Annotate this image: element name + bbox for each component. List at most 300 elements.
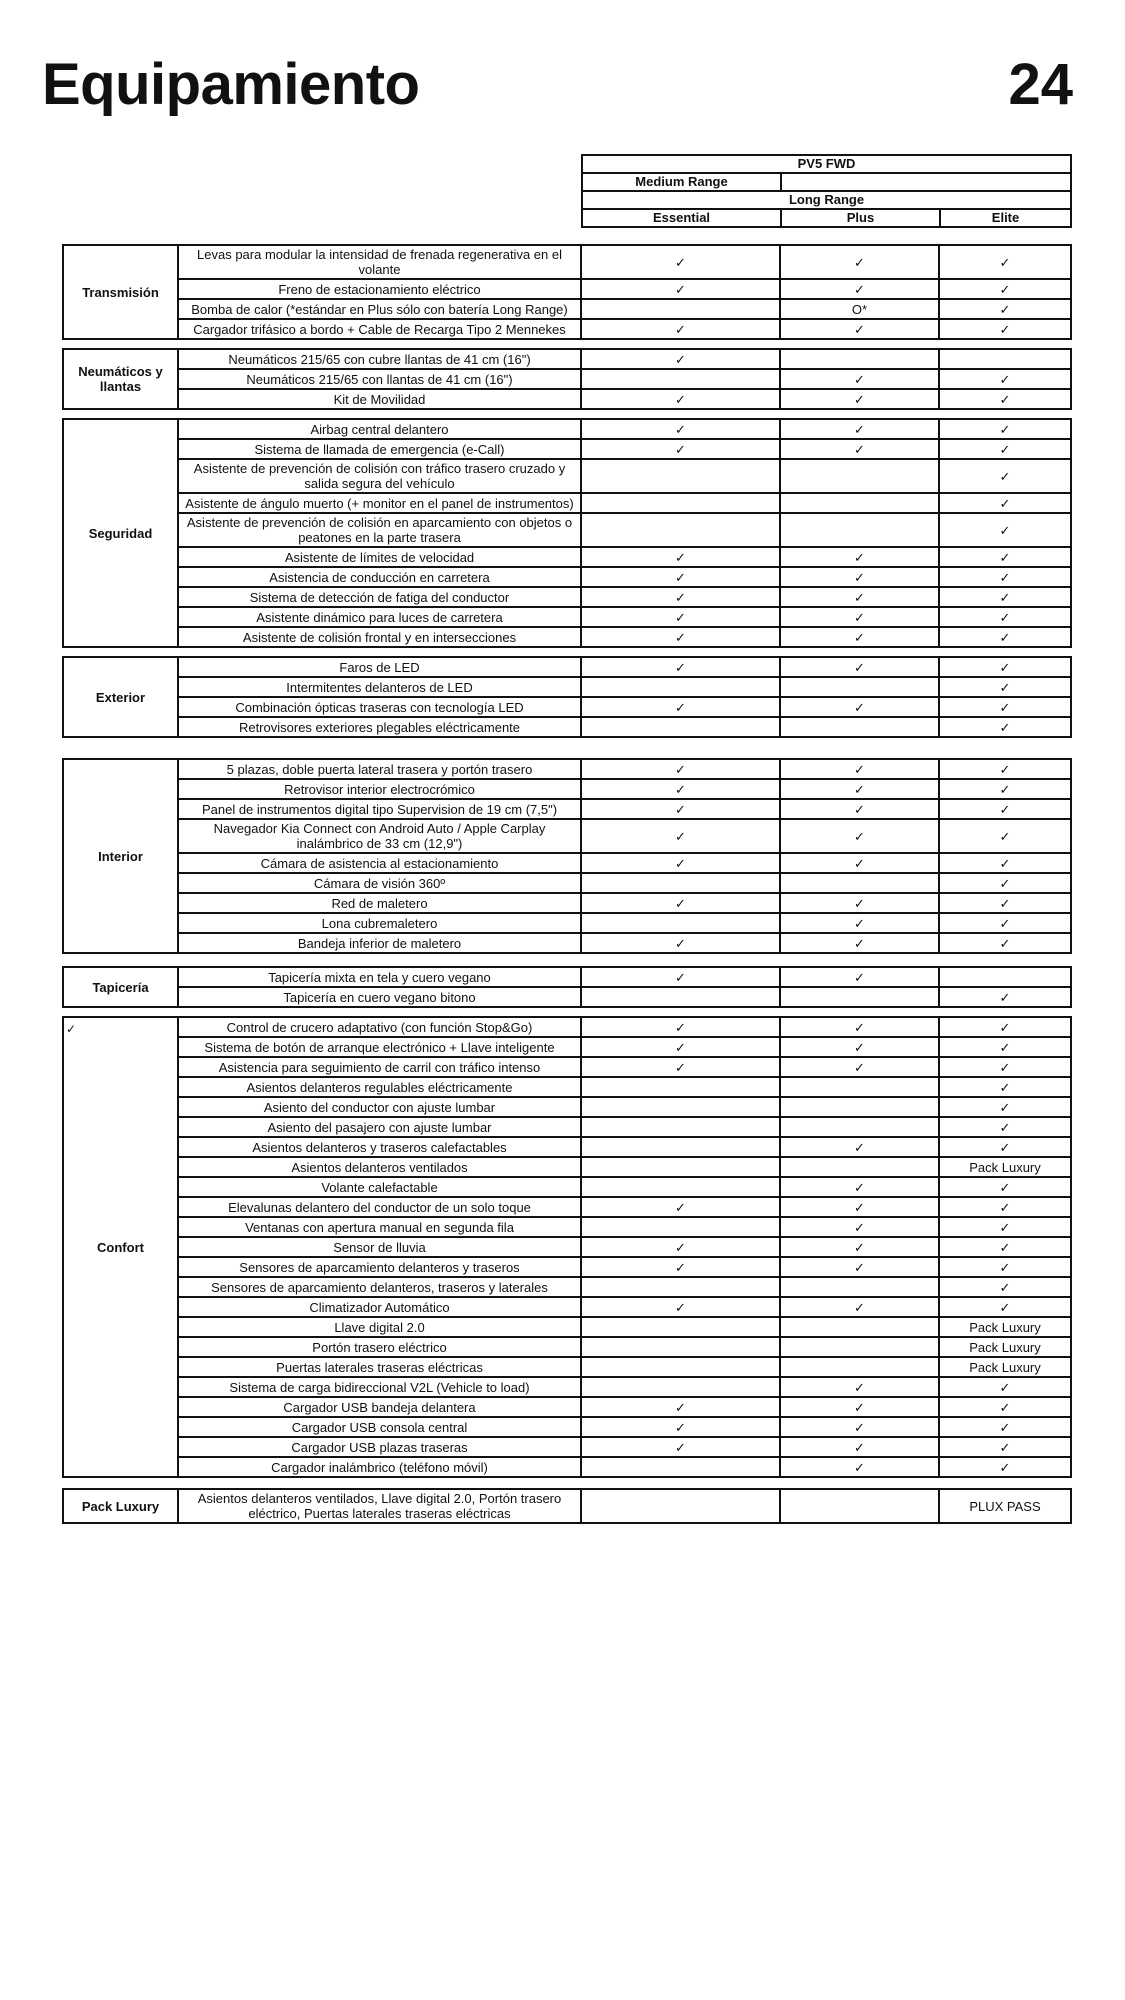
section-pack-luxury	[62, 1488, 1072, 1524]
availability-plus: ✓	[780, 1017, 939, 1037]
table-row	[63, 319, 1071, 339]
table-row	[63, 1057, 1071, 1077]
feature-name: Sensores de aparcamiento delanteros y traseros	[178, 1257, 581, 1277]
availability-plus: ✓	[780, 1137, 939, 1157]
availability-elite: ✓	[939, 1097, 1071, 1117]
availability-plus: ✓	[780, 1397, 939, 1417]
availability-elite: ✓	[939, 245, 1071, 279]
availability-plus: ✓	[780, 759, 939, 779]
table-row	[63, 349, 1071, 369]
availability-elite: ✓	[939, 853, 1071, 873]
availability-plus: ✓	[780, 1377, 939, 1397]
availability-elite: ✓	[939, 1237, 1071, 1257]
availability-elite: ✓	[939, 893, 1071, 913]
availability-essential	[581, 1097, 780, 1117]
table-row	[63, 1357, 1071, 1377]
feature-name: Cámara de visión 360º	[178, 873, 581, 893]
availability-elite: ✓	[939, 547, 1071, 567]
table-row	[63, 369, 1071, 389]
table-row	[63, 389, 1071, 409]
availability-elite: ✓	[939, 1437, 1071, 1457]
availability-essential	[581, 459, 780, 493]
availability-elite: ✓	[939, 493, 1071, 513]
table-row	[63, 1117, 1071, 1137]
availability-elite: ✓	[939, 389, 1071, 409]
availability-plus	[780, 1317, 939, 1337]
availability-elite: ✓	[939, 419, 1071, 439]
availability-plus: ✓	[780, 913, 939, 933]
table-row	[63, 1037, 1071, 1057]
availability-essential	[581, 873, 780, 893]
feature-name: Neumáticos 215/65 con cubre llantas de 41 cm (16")	[178, 349, 581, 369]
availability-essential	[581, 1377, 780, 1397]
availability-elite: ✓	[939, 987, 1071, 1007]
section-seguridad	[62, 418, 1072, 648]
feature-name: Asistente dinámico para luces de carretera	[178, 607, 581, 627]
availability-essential	[581, 1177, 780, 1197]
table-row	[63, 1017, 1071, 1037]
availability-plus: ✓	[780, 1037, 939, 1057]
feature-name: Sistema de detección de fatiga del conductor	[178, 587, 581, 607]
availability-elite	[939, 967, 1071, 987]
feature-name: Sistema de carga bidireccional V2L (Vehicle to load)	[178, 1377, 581, 1397]
availability-essential: ✓	[581, 279, 780, 299]
feature-name: Puertas laterales traseras eléctricas	[178, 1357, 581, 1377]
table-row	[63, 607, 1071, 627]
availability-elite: ✓	[939, 587, 1071, 607]
availability-elite: ✓	[939, 1297, 1071, 1317]
section-exterior	[62, 656, 1072, 738]
section-confort	[62, 1016, 1072, 1478]
table-row	[63, 627, 1071, 647]
trim-plus-header: Plus	[781, 209, 940, 227]
medium-range-header: Medium Range	[582, 173, 781, 191]
availability-plus: ✓	[780, 1457, 939, 1477]
feature-name: Faros de LED	[178, 657, 581, 677]
availability-plus: ✓	[780, 1217, 939, 1237]
availability-essential: ✓	[581, 853, 780, 873]
availability-plus: ✓	[780, 1437, 939, 1457]
feature-name: Cámara de asistencia al estacionamiento	[178, 853, 581, 873]
table-row	[63, 547, 1071, 567]
feature-name: Asistente de prevención de colisión con tráfico trasero cruzado y salida segura del vehículo	[178, 459, 581, 493]
availability-elite: ✓	[939, 779, 1071, 799]
availability-essential	[581, 513, 780, 547]
availability-elite: ✓	[939, 369, 1071, 389]
table-row	[63, 1257, 1071, 1277]
page-number: 24	[1008, 52, 1073, 117]
availability-plus	[780, 1077, 939, 1097]
availability-plus: ✓	[780, 279, 939, 299]
availability-elite: ✓	[939, 1117, 1071, 1137]
availability-elite: ✓	[939, 1277, 1071, 1297]
availability-elite: ✓	[939, 1177, 1071, 1197]
availability-plus: ✓	[780, 1177, 939, 1197]
availability-elite: ✓	[939, 913, 1071, 933]
table-row	[63, 1337, 1071, 1357]
availability-essential	[581, 913, 780, 933]
availability-essential	[581, 299, 780, 319]
availability-elite: ✓	[939, 1017, 1071, 1037]
availability-plus	[780, 1157, 939, 1177]
availability-plus	[780, 1489, 939, 1523]
feature-name: Asistente de colisión frontal y en intersecciones	[178, 627, 581, 647]
availability-plus: ✓	[780, 779, 939, 799]
feature-name: Intermitentes delanteros de LED	[178, 677, 581, 697]
feature-name: Asistencia para seguimiento de carril con tráfico intenso	[178, 1057, 581, 1077]
medium-range-empty	[781, 173, 1071, 191]
trim-header-table	[581, 154, 1072, 228]
availability-elite: ✓	[939, 319, 1071, 339]
table-row	[63, 1197, 1071, 1217]
table-row	[63, 853, 1071, 873]
table-row	[63, 697, 1071, 717]
availability-elite: ✓	[939, 1217, 1071, 1237]
availability-plus	[780, 349, 939, 369]
availability-essential: ✓	[581, 1397, 780, 1417]
availability-plus: O*	[780, 299, 939, 319]
feature-name: Ventanas con apertura manual en segunda fila	[178, 1217, 581, 1237]
availability-plus	[780, 677, 939, 697]
category-label: Pack Luxury	[63, 1489, 178, 1523]
availability-plus	[780, 1337, 939, 1357]
availability-essential: ✓	[581, 933, 780, 953]
feature-name: Cargador inalámbrico (teléfono móvil)	[178, 1457, 581, 1477]
availability-plus: ✓	[780, 547, 939, 567]
feature-name: Tapicería en cuero vegano bitono	[178, 987, 581, 1007]
availability-essential: ✓	[581, 1237, 780, 1257]
availability-essential: ✓	[581, 319, 780, 339]
feature-name: Asiento del conductor con ajuste lumbar	[178, 1097, 581, 1117]
table-row	[63, 657, 1071, 677]
feature-name: Sistema de llamada de emergencia (e-Call)	[178, 439, 581, 459]
table-row	[63, 459, 1071, 493]
availability-essential: ✓	[581, 567, 780, 587]
table-row	[63, 759, 1071, 779]
feature-name: Asientos delanteros regulables eléctricamente	[178, 1077, 581, 1097]
feature-name: Portón trasero eléctrico	[178, 1337, 581, 1357]
feature-name: Asientos delanteros ventilados, Llave digital 2.0, Portón trasero eléctrico, Puertas laterales traseras eléctricas	[178, 1489, 581, 1523]
feature-name: Cargador USB plazas traseras	[178, 1437, 581, 1457]
table-row	[63, 987, 1071, 1007]
availability-elite: Pack Luxury	[939, 1357, 1071, 1377]
table-row	[63, 1177, 1071, 1197]
table-row	[63, 1137, 1071, 1157]
availability-essential: ✓	[581, 697, 780, 717]
availability-plus: ✓	[780, 657, 939, 677]
availability-essential: ✓	[581, 799, 780, 819]
table-row	[63, 873, 1071, 893]
availability-essential: ✓	[581, 1297, 780, 1317]
table-row	[63, 1097, 1071, 1117]
category-label: Seguridad	[63, 419, 178, 647]
table-row	[63, 587, 1071, 607]
feature-name: Kit de Movilidad	[178, 389, 581, 409]
feature-name: Asistente de límites de velocidad	[178, 547, 581, 567]
section-neumaticos-y-llantas	[62, 348, 1072, 410]
availability-essential: ✓	[581, 779, 780, 799]
availability-elite: ✓	[939, 1457, 1071, 1477]
table-row	[63, 245, 1071, 279]
feature-name: Asistente de ángulo muerto (+ monitor en el panel de instrumentos)	[178, 493, 581, 513]
availability-essential	[581, 717, 780, 737]
availability-essential	[581, 1157, 780, 1177]
feature-name: Control de crucero adaptativo (con función Stop&Go)	[178, 1017, 581, 1037]
availability-essential	[581, 1457, 780, 1477]
availability-essential	[581, 369, 780, 389]
feature-name: Cargador trifásico a bordo + Cable de Recarga Tipo 2 Mennekes	[178, 319, 581, 339]
table-row	[63, 1417, 1071, 1437]
availability-elite: ✓	[939, 657, 1071, 677]
availability-plus: ✓	[780, 1197, 939, 1217]
table-row	[63, 717, 1071, 737]
feature-name: Sistema de botón de arranque electrónico + Llave inteligente	[178, 1037, 581, 1057]
availability-essential: ✓	[581, 1197, 780, 1217]
table-row	[63, 677, 1071, 697]
availability-plus: ✓	[780, 1297, 939, 1317]
feature-name: Cargador USB bandeja delantera	[178, 1397, 581, 1417]
availability-plus: ✓	[780, 369, 939, 389]
table-row	[63, 893, 1071, 913]
availability-plus: ✓	[780, 1257, 939, 1277]
availability-elite: Pack Luxury	[939, 1337, 1071, 1357]
availability-plus: ✓	[780, 697, 939, 717]
table-row	[63, 513, 1071, 547]
table-row	[63, 913, 1071, 933]
availability-elite: Pack Luxury	[939, 1317, 1071, 1337]
availability-essential	[581, 677, 780, 697]
feature-name: Red de maletero	[178, 893, 581, 913]
availability-plus	[780, 1117, 939, 1137]
feature-name: Sensores de aparcamiento delanteros, traseros y laterales	[178, 1277, 581, 1297]
availability-elite: ✓	[939, 1077, 1071, 1097]
table-row	[63, 933, 1071, 953]
availability-essential: ✓	[581, 1037, 780, 1057]
feature-name: Asistente de prevención de colisión en aparcamiento con objetos o peatones en la parte trasera	[178, 513, 581, 547]
table-row	[63, 567, 1071, 587]
availability-essential	[581, 1077, 780, 1097]
availability-essential: ✓	[581, 657, 780, 677]
availability-elite: ✓	[939, 697, 1071, 717]
availability-plus: ✓	[780, 1237, 939, 1257]
availability-essential: ✓	[581, 1437, 780, 1457]
availability-essential: ✓	[581, 1017, 780, 1037]
table-row	[63, 1157, 1071, 1177]
category-label: Confort	[63, 1017, 178, 1477]
availability-elite: ✓	[939, 759, 1071, 779]
availability-essential: ✓	[581, 627, 780, 647]
table-row	[63, 299, 1071, 319]
availability-plus: ✓	[780, 819, 939, 853]
availability-essential	[581, 1117, 780, 1137]
availability-plus: ✓	[780, 893, 939, 913]
feature-name: Asiento del pasajero con ajuste lumbar	[178, 1117, 581, 1137]
table-row	[63, 1237, 1071, 1257]
feature-name: Volante calefactable	[178, 1177, 581, 1197]
table-row	[63, 1377, 1071, 1397]
availability-plus: ✓	[780, 967, 939, 987]
availability-elite: Pack Luxury	[939, 1157, 1071, 1177]
availability-elite: ✓	[939, 1397, 1071, 1417]
availability-essential: ✓	[581, 607, 780, 627]
availability-plus	[780, 1357, 939, 1377]
availability-plus: ✓	[780, 567, 939, 587]
table-row	[63, 279, 1071, 299]
table-row	[63, 1457, 1071, 1477]
availability-elite: ✓	[939, 627, 1071, 647]
availability-essential: ✓	[581, 587, 780, 607]
trim-essential-header: Essential	[582, 209, 781, 227]
table-row	[63, 1077, 1071, 1097]
category-label: Interior	[63, 759, 178, 953]
availability-elite: PLUX PASS	[939, 1489, 1071, 1523]
availability-plus	[780, 987, 939, 1007]
feature-name: 5 plazas, doble puerta lateral trasera y portón trasero	[178, 759, 581, 779]
availability-elite: ✓	[939, 799, 1071, 819]
table-row	[63, 967, 1071, 987]
availability-elite: ✓	[939, 567, 1071, 587]
availability-essential: ✓	[581, 547, 780, 567]
table-row	[63, 1297, 1071, 1317]
section-transmision	[62, 244, 1072, 340]
feature-name: Cargador USB consola central	[178, 1417, 581, 1437]
availability-elite: ✓	[939, 1037, 1071, 1057]
table-row	[63, 439, 1071, 459]
equipment-sections	[62, 244, 1070, 1524]
availability-essential: ✓	[581, 967, 780, 987]
stray-check-mark: ✓	[66, 1022, 77, 1036]
table-row	[63, 1317, 1071, 1337]
feature-name: Lona cubremaletero	[178, 913, 581, 933]
availability-elite: ✓	[939, 1197, 1071, 1217]
feature-name: Levas para modular la intensidad de frenada regenerativa en el volante	[178, 245, 581, 279]
model-header: PV5 FWD	[582, 155, 1071, 173]
availability-elite: ✓	[939, 513, 1071, 547]
availability-plus	[780, 459, 939, 493]
feature-name: Panel de instrumentos digital tipo Supervision de 19 cm (7,5")	[178, 799, 581, 819]
availability-elite: ✓	[939, 819, 1071, 853]
availability-essential: ✓	[581, 1057, 780, 1077]
availability-plus: ✓	[780, 1057, 939, 1077]
feature-name: Neumáticos 215/65 con llantas de 41 cm (16")	[178, 369, 581, 389]
availability-elite: ✓	[939, 1377, 1071, 1397]
category-label: Tapicería	[63, 967, 178, 1007]
table-row	[63, 1397, 1071, 1417]
feature-name: Airbag central delantero	[178, 419, 581, 439]
feature-name: Bomba de calor (*estándar en Plus sólo con batería Long Range)	[178, 299, 581, 319]
feature-name: Retrovisor interior electrocrómico	[178, 779, 581, 799]
availability-essential	[581, 1337, 780, 1357]
availability-elite: ✓	[939, 439, 1071, 459]
trim-elite-header: Elite	[940, 209, 1071, 227]
table-row	[63, 1437, 1071, 1457]
availability-elite: ✓	[939, 1417, 1071, 1437]
availability-elite: ✓	[939, 933, 1071, 953]
availability-plus: ✓	[780, 439, 939, 459]
availability-essential: ✓	[581, 893, 780, 913]
availability-plus	[780, 717, 939, 737]
availability-essential	[581, 1137, 780, 1157]
feature-name: Combinación ópticas traseras con tecnología LED	[178, 697, 581, 717]
table-row	[63, 819, 1071, 853]
availability-elite	[939, 349, 1071, 369]
availability-essential	[581, 1489, 780, 1523]
feature-name: Sensor de lluvia	[178, 1237, 581, 1257]
section-tapiceria	[62, 966, 1072, 1008]
category-label: Transmisión	[63, 245, 178, 339]
long-range-header: Long Range	[582, 191, 1071, 209]
availability-elite: ✓	[939, 459, 1071, 493]
availability-essential	[581, 1217, 780, 1237]
table-row	[63, 1217, 1071, 1237]
availability-essential	[581, 1277, 780, 1297]
feature-name: Freno de estacionamiento eléctrico	[178, 279, 581, 299]
availability-plus: ✓	[780, 389, 939, 409]
availability-plus	[780, 873, 939, 893]
availability-plus	[780, 1097, 939, 1117]
feature-name: Tapicería mixta en tela y cuero vegano	[178, 967, 581, 987]
availability-elite: ✓	[939, 717, 1071, 737]
availability-essential: ✓	[581, 245, 780, 279]
availability-essential: ✓	[581, 349, 780, 369]
availability-plus: ✓	[780, 933, 939, 953]
availability-plus: ✓	[780, 799, 939, 819]
availability-plus: ✓	[780, 853, 939, 873]
availability-plus	[780, 513, 939, 547]
availability-essential	[581, 1357, 780, 1377]
availability-plus: ✓	[780, 245, 939, 279]
table-row	[63, 799, 1071, 819]
availability-elite: ✓	[939, 279, 1071, 299]
availability-elite: ✓	[939, 607, 1071, 627]
feature-name: Llave digital 2.0	[178, 1317, 581, 1337]
availability-elite: ✓	[939, 873, 1071, 893]
availability-essential: ✓	[581, 1417, 780, 1437]
availability-plus: ✓	[780, 607, 939, 627]
availability-elite: ✓	[939, 1257, 1071, 1277]
availability-plus	[780, 493, 939, 513]
availability-elite: ✓	[939, 299, 1071, 319]
availability-plus: ✓	[780, 627, 939, 647]
availability-elite: ✓	[939, 677, 1071, 697]
availability-essential: ✓	[581, 389, 780, 409]
availability-essential	[581, 987, 780, 1007]
table-row	[63, 493, 1071, 513]
table-row	[63, 1489, 1071, 1523]
page-title: Equipamiento	[42, 52, 420, 117]
availability-essential: ✓	[581, 439, 780, 459]
availability-elite: ✓	[939, 1057, 1071, 1077]
availability-essential: ✓	[581, 419, 780, 439]
availability-elite: ✓	[939, 1137, 1071, 1157]
availability-essential	[581, 1317, 780, 1337]
feature-name: Asistencia de conducción en carretera	[178, 567, 581, 587]
feature-name: Asientos delanteros ventilados	[178, 1157, 581, 1177]
availability-plus: ✓	[780, 419, 939, 439]
availability-essential	[581, 493, 780, 513]
availability-plus: ✓	[780, 319, 939, 339]
table-row	[63, 1277, 1071, 1297]
availability-plus	[780, 1277, 939, 1297]
availability-plus: ✓	[780, 1417, 939, 1437]
availability-plus: ✓	[780, 587, 939, 607]
availability-essential: ✓	[581, 1257, 780, 1277]
availability-essential: ✓	[581, 759, 780, 779]
feature-name: Climatizador Automático	[178, 1297, 581, 1317]
section-interior	[62, 758, 1072, 954]
table-row	[63, 779, 1071, 799]
feature-name: Navegador Kia Connect con Android Auto / Apple Carplay inalámbrico de 33 cm (12,9")	[178, 819, 581, 853]
